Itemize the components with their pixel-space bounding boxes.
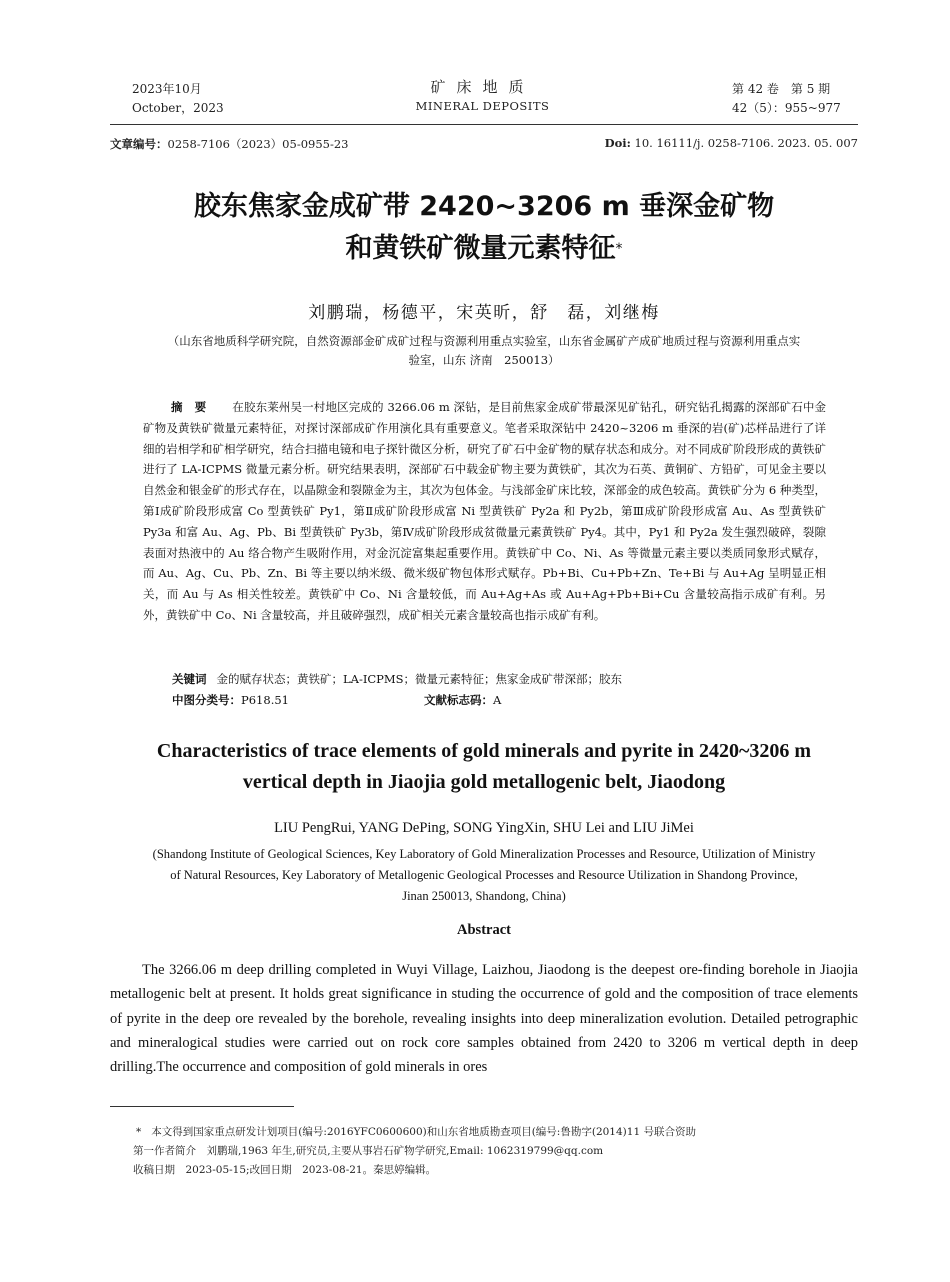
abstract-en-text: The 3266.06 m deep drilling completed in Wuyi Village, Laizhou, Jiaodong is the deepest ore-finding borehole in Jiaojia metallogenic belt at present. It holds great significance in studing the occurrence of gold and the composition of trace elements of pyrite in the deep ore revealed by the borehole, revealing insights into deep mineralization evolution. Detailed petrographic and mineralogical studies were carried out on rock core samples obtained from 2420 to 3206 m vertical depth in deep drilling.The occurrence and composition of gold minerals in ores — [110, 962, 858, 1076]
issue-date-cn: 2023年10月 — [132, 82, 202, 96]
title-english — [110, 736, 858, 798]
affiliation-english — [110, 844, 858, 907]
journal-name-cn: 矿床地质 — [430, 78, 535, 96]
keywords-cn-text: 金的赋存状态；黄铁矿；LA-ICPMS；微量元素特征；焦家金成矿带深部；胶东 — [216, 672, 623, 686]
authors-english: LIU PengRui, YANG DePing, SONG YingXin, SHU Lei and LIU JiMei — [274, 820, 694, 836]
article-number-label: 文章编号： — [110, 137, 168, 151]
affiliation-cn-line2: 验室，山东 济南 250013） — [408, 353, 560, 367]
footnote-star: * — [136, 1126, 142, 1138]
footnote-dates: 收稿日期 2023-05-15;改回日期 2023-08-21。秦思婷编辑。 — [133, 1164, 437, 1176]
footnote-funding: 本文得到国家重点研发计划项目(编号:2016YFC0600600)和山东省地质勘查项目(编号:鲁勘字(2014)11 号联合资助 — [151, 1126, 696, 1138]
affiliation-cn-line1: （山东省地质科学研究院，自然资源部金矿成矿过程与资源利用重点实验室，山东省金属矿产成矿地质过程与资源利用重点实 — [167, 334, 801, 348]
abstract-cn-text: 在胶东莱州吴一村地区完成的 3266.06 m 深钻，是目前焦家金成矿带最深见矿钻孔，研究钻孔揭露的深部矿石中金矿物及黄铁矿微量元素特征，对探讨深部成矿作用演化具有重要意义。笔者采取深钻中 2420~3206 m 垂深的岩(矿)芯样品进行了详细的岩相学和矿相学研究，结合扫描电镜和电子探针微区分析，研究了矿石中金矿物的赋存状态和成分。对不同成矿阶段形成的黄铁矿进行了 LA-ICPMS 微量元素分析。研究结果表明，深部矿石中载金矿物主要为黄铁矿，其次为石英、黄铜矿、方铅矿，可见金主要以自然金和银金矿的形式存在，以晶隙金和裂隙金为主，其次为包体金。与浅部金矿床比较，深部金的成色较高。黄铁矿分为 6 种类型，第Ⅰ成矿阶段形成富 Co 型黄铁矿 Py1，第Ⅱ成矿阶段形成富 Ni 型黄铁矿 Py2a 和 Py2b，第Ⅲ成矿阶段形成富 Au、As 型黄铁矿 Py3a 和富 Au、Ag、Pb、Bi 型黄铁矿 Py3b，第Ⅳ成矿阶段形成贫微量元素黄铁矿 Py4。其中，Py1 和 Py2a 发生强烈破碎，裂隙表面对热液中的 Au 络合物产生吸附作用，对金沉淀富集起重要作用。黄铁矿中 Co、Ni、As 等微量元素主要以类质同象形式赋存，而 Au、Ag、Cu、Pb、Zn、Bi 等主要以纳米级、微米级矿物包体形式赋存。Pb+Bi、Cu+Pb+Zn、Te+Bi 与 Au+Ag 呈明显正相关，而 Au 与 As 相关性较差。黄铁矿中 Co、Ni 含量较低，而 Au+Ag+As 或 Au+Ag+Pb+Bi+Cu 含量较高指示成矿有利。另外，黄铁矿中 Co、Ni 含量较高，并且破碎强烈，成矿相关元素含量较高也指示成矿有利。 — [143, 400, 827, 622]
header-rule — [110, 124, 858, 125]
running-header-volume — [732, 80, 841, 118]
affiliation-chinese — [110, 332, 858, 370]
affiliation-en-line3: Jinan 250013, Shandong, China) — [402, 889, 566, 903]
affiliation-en-line2: of Natural Resources, Key Laboratory of Metallogenic Geological Processes and Resource Utilization in Shandong Province, — [170, 868, 798, 882]
doi — [605, 136, 858, 150]
doc-code-value: A — [493, 693, 502, 707]
affiliation-en-line1: (Shandong Institute of Geological Sciences, Key Laboratory of Gold Mineralization Processes and Resource, Utilization of Ministry — [152, 847, 816, 861]
classification-row — [172, 692, 502, 708]
title-en-line1: Characteristics of trace elements of gold minerals and pyrite in 2420~3206 m — [156, 740, 812, 762]
keywords-cn-label: 关键词 — [172, 672, 207, 686]
title-chinese — [110, 186, 858, 270]
clc-label: 中图分类号： — [172, 693, 241, 707]
doi-value: 10. 16111/j. 0258-7106. 2023. 05. 007 — [630, 136, 858, 150]
abstract-en-heading: Abstract — [457, 922, 511, 938]
journal-name-en: MINERAL DEPOSITS — [415, 99, 550, 113]
abstract-cn-label: 摘要 — [171, 400, 219, 414]
doi-label: Doi: — [604, 136, 631, 150]
volume-cn: 第 42 卷 第 5 期 — [732, 82, 831, 96]
document-code — [424, 692, 501, 708]
title-cn-line1: 胶东焦家金成矿带 2420~3206 m 垂深金矿物 — [193, 191, 775, 222]
doc-code-label: 文献标志码： — [424, 693, 493, 707]
keywords-chinese — [172, 671, 622, 687]
issue-date-en: October，2023 — [132, 101, 224, 115]
running-header-date — [132, 80, 224, 118]
article-number-value: 0258-7106（2023）05-0955-23 — [167, 137, 349, 151]
footnote-author: 第一作者简介 刘鹏瑞,1963 年生,研究员,主要从事岩石矿物学研究,Email: 1062319799@qq.com — [133, 1145, 604, 1157]
abstract-chinese — [143, 397, 826, 626]
title-en-line2: vertical depth in Jiaojia gold metallogenic belt, Jiaodong — [242, 771, 726, 793]
footnotes — [133, 1123, 833, 1180]
title-cn-line2: 和黄铁矿微量元素特征 — [345, 233, 616, 264]
running-header-journal — [385, 78, 580, 116]
footnote-funding-row — [133, 1123, 833, 1142]
volume-pages: 42（5）：955~977 — [732, 101, 841, 115]
footnote-rule — [110, 1106, 294, 1107]
title-footnote-mark: * — [615, 241, 623, 257]
clc-value: P618.51 — [241, 693, 289, 707]
authors-chinese: 刘鹏瑞，杨德平，宋英昕，舒 磊，刘继梅 — [308, 303, 660, 323]
article-number — [110, 136, 349, 152]
